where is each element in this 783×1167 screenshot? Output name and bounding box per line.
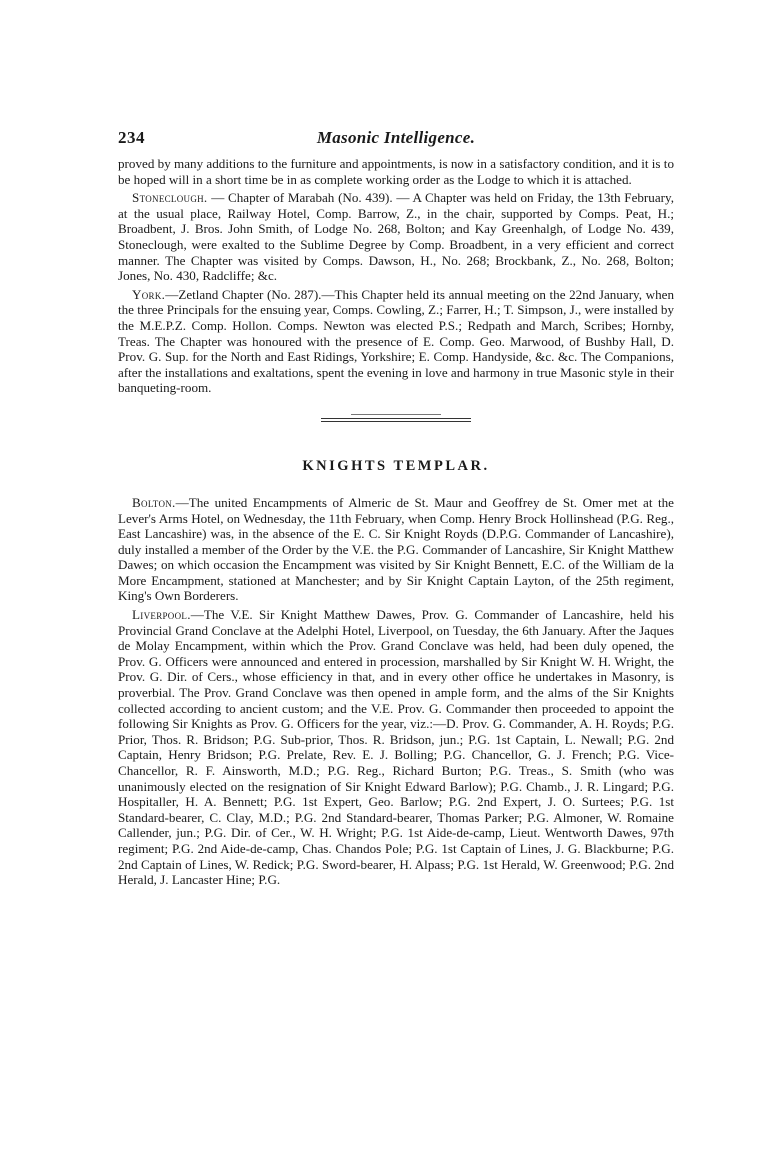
section-divider [321, 414, 471, 422]
page-number: 234 [118, 128, 145, 147]
paragraph-text: —The united Encampments of Almeric de St. Maur and Geoffrey de St. Omer met at the Lever's Arms Hotel, on Wednesday, the 11th February, when Comp. Henry Brock Hollinshead (P.G. Reg., East Lancashire) was, in the absence of the E. C. Sir Knight Royds (D.P.G. Commander of Lancashire), duly installed a member of the Order by the V.E. the P.G. Commander of Lancashire, Sir Knight Matthew Dawes; on which occasion the Encampment was visited by Sir Knight Bennett, E.C. of the William de la More Encampment, stationed at Manchester; and by Sir Knight Captain Layton, of the 25th regiment, King's Own Borderers. [118, 494, 674, 604]
paragraph-text: — Chapter of Marabah (No. 439). — A Chapter was held on Friday, the 13th February, at the usual place, Railway Hotel, Comp. Barrow, Z., in the chair, supported by Comps. Peat, H.; Broadbent, J. Bros. John Smith, of Lodge No. 268, Bolton; and Kay Greenhalgh, of Lodge No. 439, Stoneclough, were exalted to the Sublime Degree by Comp. Broadbent, in a very efficient and correct manner. The Chapter was visited by Comps. Dawson, H., No. 268; Brockbank, Z., No. 268, Bolton; Jones, No. 430, Radcliffe; &c. [118, 190, 674, 284]
paragraph-continuation [118, 156, 674, 187]
paragraph-lead: Liverpool. [132, 607, 191, 623]
divider-top-line [351, 414, 441, 415]
paragraph-text: proved by many additions to the furniture and appointments, is now in a satisfactory condition, and it is to be hoped will in a short time be in as complete working order as the Lodge to which it is attached. [118, 156, 674, 187]
document-page [118, 128, 674, 888]
knights-templar-reports [118, 495, 674, 888]
paragraph-text: —Zetland Chapter (No. 287).—This Chapter held its annual meeting on the 22nd January, when the three Principals for the ensuing year, Comps. Cowling, Z.; Farrer, H.; T. Simpson, J., were installed by the M.E.P.Z. Comp. Hollon. Comps. Newton was elected P.S.; Redpath and March, Scribes; Hornby, Treas. The Chapter was honoured with the presence of E. Comp. Geo. Marwood, of Bushby Hall, D. Prov. G. Sup. for the North and East Ridings, Yorkshire; E. Comp. Handyside, &c. &c. The Companions, after the installations and exaltations, spent the evening in love and harmony in true Masonic style in their banqueting-room. [118, 286, 674, 396]
paragraph-stoneclough [118, 190, 674, 284]
paragraph-york [118, 287, 674, 396]
paragraph-bolton [118, 495, 674, 604]
paragraph-liverpool [118, 607, 674, 888]
paragraph-lead: York. [132, 286, 166, 302]
paragraph-lead: Stoneclough. [132, 190, 208, 206]
running-title: Masonic Intelligence. [316, 128, 476, 147]
running-header [118, 128, 674, 156]
paragraph-lead: Bolton. [132, 494, 176, 510]
divider-double-rule [321, 418, 471, 422]
chapter-reports [118, 156, 674, 396]
section-title: KNIGHTS TEMPLAR. [302, 457, 490, 474]
paragraph-text: —The V.E. Sir Knight Matthew Dawes, Prov. G. Commander of Lancashire, held his Provincial Grand Conclave at the Adelphi Hotel, Liverpool, on Tuesday, the 6th January. After the Jaques de Molay Encampment, within which the Prov. Grand Conclave was held, had been duly opened, the Prov. G. Officers were announced and entered in procession, marshalled by Sir Knight W. H. Wright, the Prov. G. Dir. of Cers., whose efficiency in that, and in every other office he undertakes in Masonry, is proverbial. The Prov. Grand Conclave was then opened in ample form, and the alms of the Sir Knights collected according to ancient custom; and the V.E. Prov. G. Commander then proceeded to appoint the following Sir Knights as Prov. G. Officers for the year, viz.:—D. Prov. G. Commander, A. H. Royds; P.G. Prior, Thos. R. Bridson; P.G. Sub-prior, Thos. R. Bridson, jun.; P.G. 1st Captain, L. Newall; P.G. 2nd Captain, Henry Bridson; P.G. Prelate, Rev. E. J. Bolling; P.G. Chancellor, G. J. French; P.G. Vice-Chancellor, R. F. Ainsworth, M.D.; P.G. Reg., Richard Burton; P.G. Treas., S. Smith (who was unanimously elected on the resignation of Sir Knight Edward Barlow); P.G. Chamb., J. R. Lingard; P.G. Hospitaller, H. A. Bennett; P.G. 1st Expert, Geo. Barlow; P.G. 2nd Expert, J. O. Surtees; P.G. 1st Standard-bearer, C. Clay, M.D.; P.G. 2nd Standard-bearer, Thomas Parker; P.G. Almoner, W. Romaine Callender, jun.; P.G. Dir. of Cer., W. H. Wright; P.G. 1st Aide-de-camp, Lieut. Wentworth Dawes, 97th regiment; P.G. 2nd Aide-de-camp, Chas. Chandos Pole; P.G. 1st Captain of Lines, J. G. Blackburne; P.G. 2nd Captain of Lines, W. Redick; P.G. Sword-bearer, H. Alpass; P.G. 1st Herald, W. Greenwood; P.G. 2nd Herald, J. Lancaster Hine; P.G. [118, 607, 674, 888]
